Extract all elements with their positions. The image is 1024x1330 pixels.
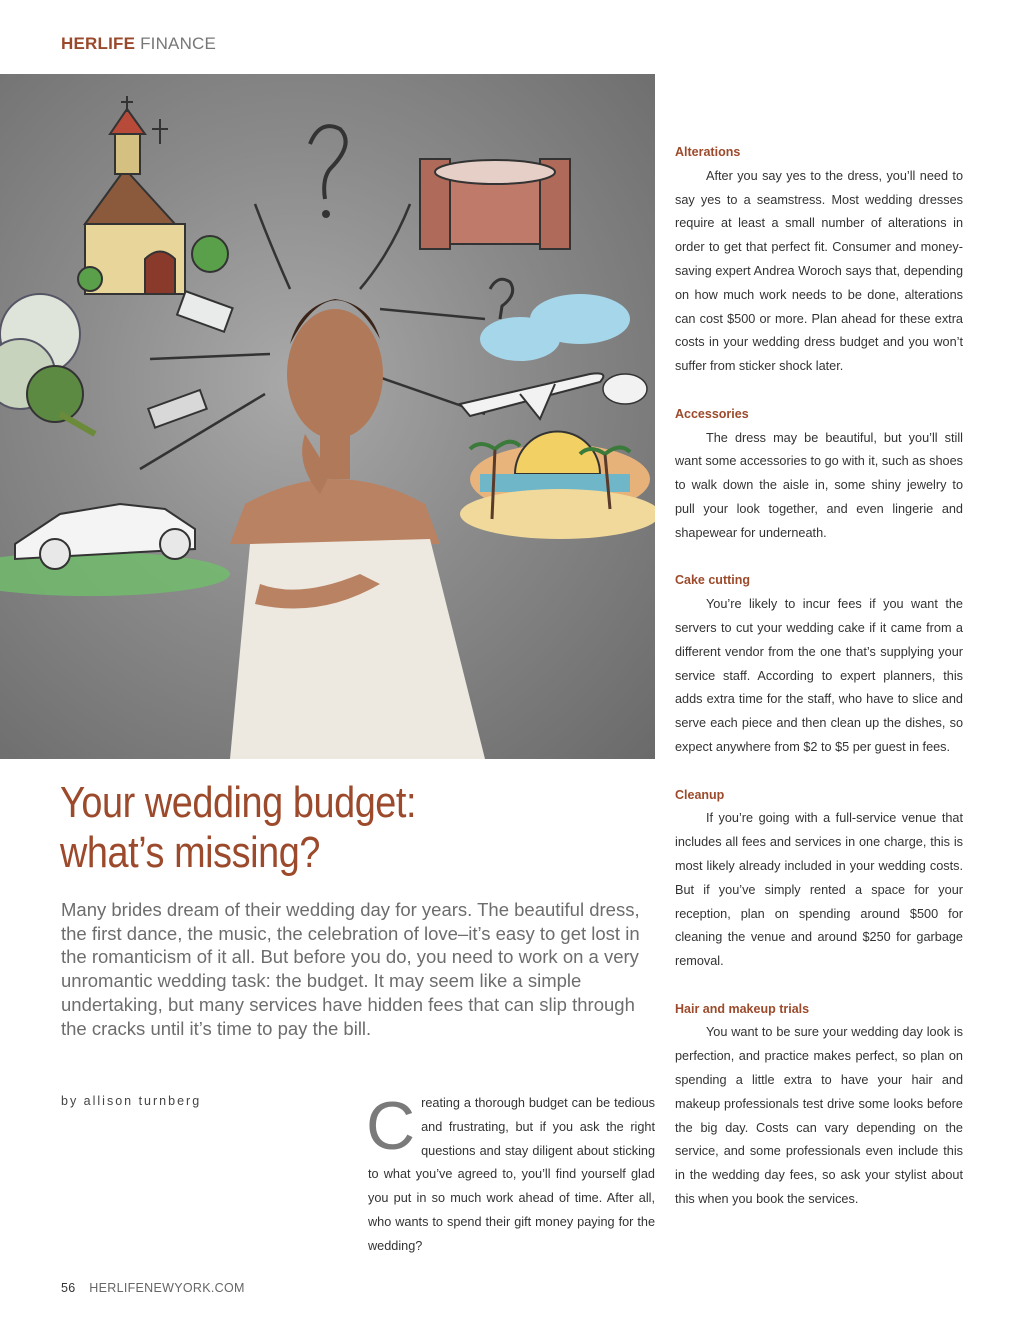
article-intro: Many brides dream of their wedding day for years. The beautiful dress, the first dance, the music, the celebration of love–it’s easy to get lost in the romanticism of it all. But before you do, you need to work on a very unromantic wedding task: the budget. It may seem like a simple undertaking, but many services have hidden fees that can slip through the cracks until it’s time to pay the bill. bbox=[61, 899, 640, 1039]
section-hair-makeup bbox=[675, 998, 963, 1212]
church-icon bbox=[78, 96, 228, 294]
body-text: reating a thorough budget can be tedious and frustrating, but if you ask the right questions and stay diligent about sticking to what you’ve agreed to, you’ll find yourself glad you put in so much work ahead of time. After all, who wants to spend their gift money paying for the wedding? bbox=[368, 1096, 655, 1253]
byline: by allison turnberg bbox=[61, 1094, 202, 1108]
section-title: Cake cutting bbox=[675, 573, 751, 588]
section-title: Alterations bbox=[675, 145, 741, 159]
section-title: Cleanup bbox=[675, 787, 725, 802]
section-title: Accessories bbox=[675, 406, 749, 421]
section-accessories bbox=[675, 403, 963, 546]
section-header bbox=[61, 34, 216, 54]
section-name: FINANCE bbox=[140, 34, 217, 53]
article-title bbox=[60, 778, 542, 878]
section-body: If you’re going with a full-service venue that includes all fees and services in one charge, this is most likely already included in your wedding costs. But if you’ve simply rented a space for your reception, plan on spending around $500 for cleaning the venue and around $250 for garbage removal. bbox=[675, 811, 963, 969]
hero-illustration bbox=[0, 74, 655, 759]
sidebar-sections bbox=[675, 141, 963, 1236]
section-body: The dress may be beautiful, but you’ll still want some accessories to go with it, such as shoes to walk down the aisle in, some shiny jewelry to pull your look together, and even lingerie and shapewear for underneath. bbox=[675, 430, 963, 540]
bouquet-icon bbox=[0, 294, 95, 434]
car-icon bbox=[0, 504, 230, 596]
section-title: Hair and makeup trials bbox=[675, 1001, 810, 1016]
page-footer bbox=[61, 1281, 245, 1295]
section-body: You want to be sure your wedding day look is perfection, and practice makes perfect, so plan on spending a little extra to have your hair and makeup professionals test drive some looks before the big day. Costs can vary depending on the service, and some professionals even include this in the wedding day fees, so ask your stylist about this when you book the services. bbox=[675, 1025, 963, 1207]
section-body: After you say yes to the dress, you’ll need to say yes to a seamstress. Most wedding dresses require at least a small number of alterations in order to get that perfect fit. Consumer and money-saving expert Andrea Woroch says that, depending on how much work needs to be done, alterations can cost $500 or more. Plan ahead for these extra costs in your wedding dress budget and you won’t suffer from sticker shock later. bbox=[675, 168, 963, 374]
section-cleanup bbox=[675, 784, 963, 974]
banquet-table-icon bbox=[420, 159, 570, 249]
article-body-lead bbox=[366, 1088, 655, 1259]
beach-icon bbox=[460, 432, 655, 540]
drop-cap: C bbox=[366, 1088, 416, 1164]
site-url: HERLIFENEWYORK.COM bbox=[89, 1281, 245, 1295]
title-line-2: what’s missing? bbox=[60, 828, 320, 877]
section-cake-cutting bbox=[675, 569, 963, 759]
bride-figure bbox=[230, 299, 485, 759]
brand-name: HERLIFE bbox=[61, 34, 136, 53]
page-number: 56 bbox=[61, 1281, 76, 1295]
section-alterations bbox=[675, 141, 963, 379]
airplane-icon bbox=[460, 294, 647, 419]
title-line-1: Your wedding budget: bbox=[60, 778, 417, 827]
hero-photo bbox=[0, 74, 655, 759]
section-body: You’re likely to incur fees if you want the servers to cut your wedding cake if it came from a different vendor from the one that’s supplying your service staff. According to expert planners, this adds extra time for the staff, who have to slice and serve each piece and then clean up the dishes, so expect anywhere from $2 to $5 per guest in fees. bbox=[675, 597, 963, 754]
